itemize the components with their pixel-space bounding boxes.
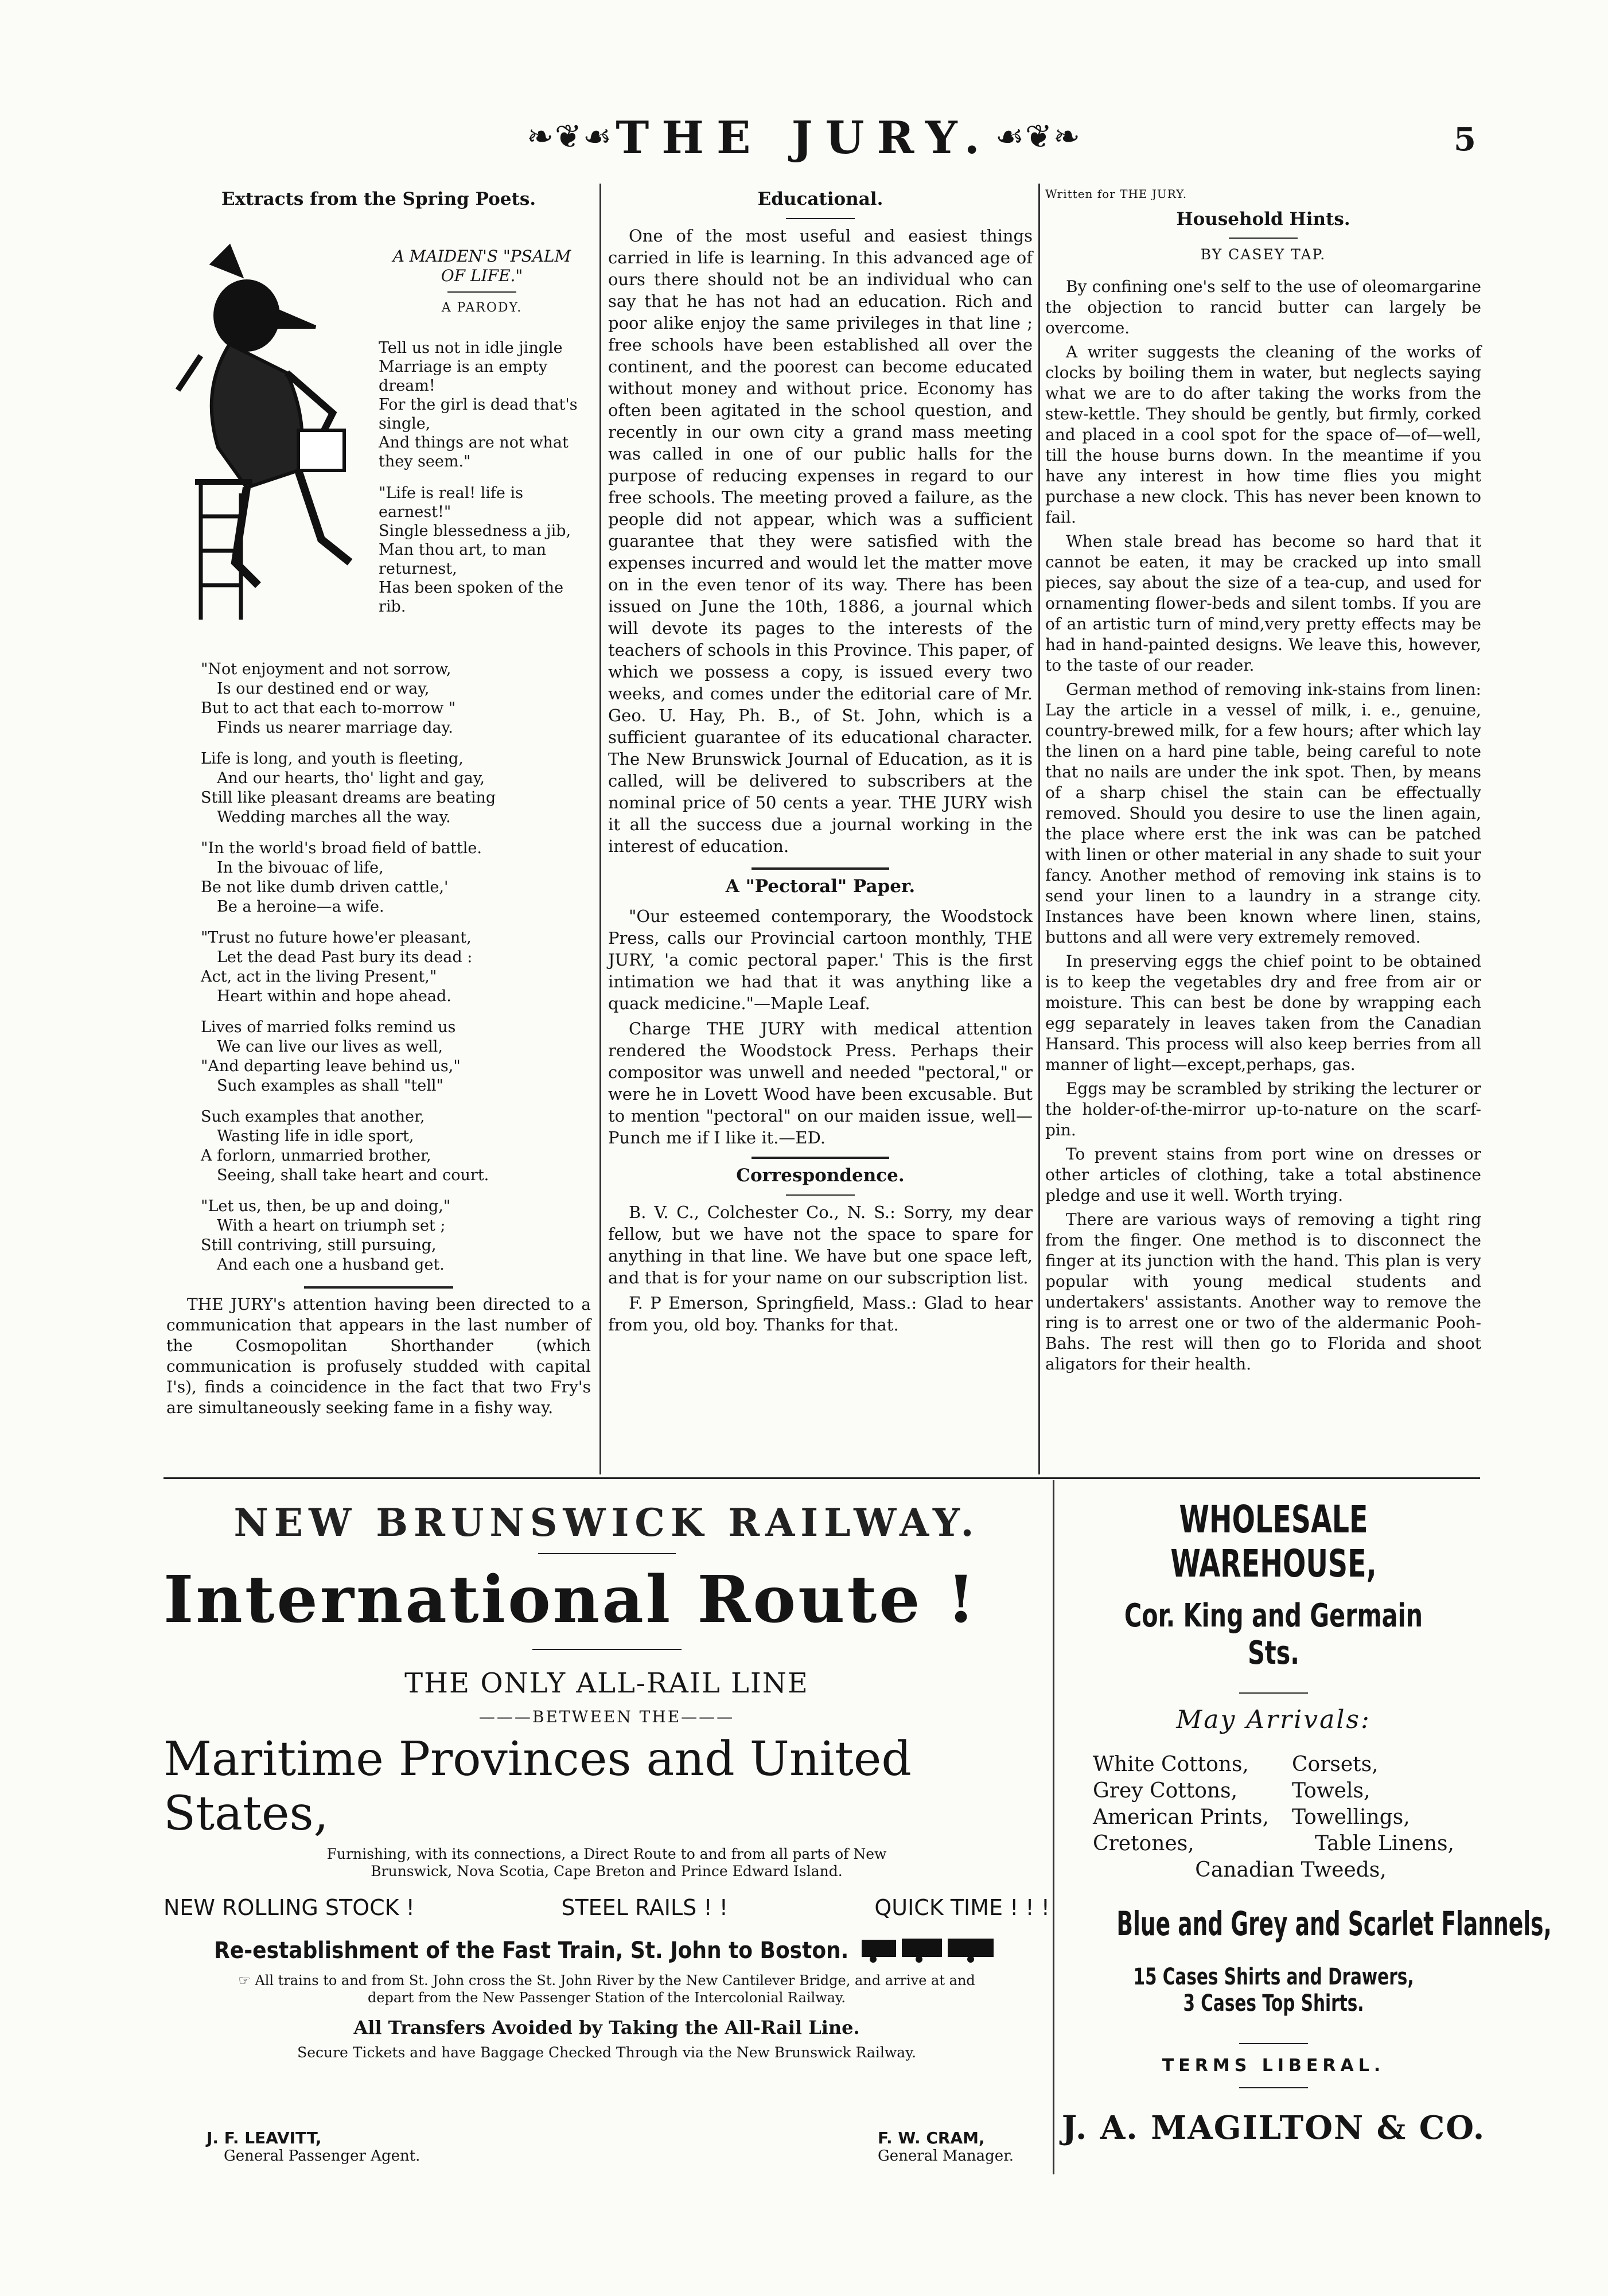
stanza <box>201 1107 591 1185</box>
arrivals-left <box>1093 1752 1269 1857</box>
section-divider <box>163 1477 1480 1479</box>
rule <box>532 1649 682 1650</box>
manager-signature <box>878 2128 1014 2165</box>
railway-advertisement <box>163 1500 1050 2061</box>
verse-line: Man thou art, to man returnest, <box>379 541 546 578</box>
hint-paragraph: Eggs may be scrambled by striking the lecturer or the holder-of-the-mirror up-to-nature on the scarf-pin. <box>1045 1079 1481 1139</box>
pointing-hand-icon: ☞ <box>238 1972 251 1988</box>
poem-stanzas <box>166 660 591 1422</box>
verse-line: Act, act in the living Present," <box>201 968 437 986</box>
verse-line: Has been spoken of the rib. <box>379 579 564 616</box>
may-arrivals: May Arrivals: <box>1176 1705 1371 1734</box>
terms-liberal: TERMS LIBERAL. <box>1162 2056 1385 2076</box>
household-hints-heading: Household Hints. <box>1176 209 1350 229</box>
railway-tickets: Secure Tickets and have Baggage Checked Through via the New Brunswick Railway. <box>297 2044 916 2061</box>
verse-line: For the girl is dead that's single, <box>379 396 578 433</box>
arrival-item: White Cottons, <box>1093 1753 1249 1776</box>
verse-line: Be not like dumb driven cattle,' <box>201 878 449 896</box>
railway-line1: THE ONLY ALL-RAIL LINE <box>404 1667 809 1699</box>
correspondence-item: F. P Emerson, Springfield, Mass.: Glad to hear from you, old boy. Thanks for that. <box>608 1293 1033 1334</box>
verse-line: Wasting life in idle sport, <box>217 1127 414 1145</box>
stanza <box>201 839 591 917</box>
verse-line: Still like pleasant dreams are beating <box>201 789 496 807</box>
railway-trains-note <box>223 1972 991 2006</box>
educational-article: One of the most useful and easiest things carried in life is learning. In this advanced age of ours there should not be an individual who can say that he has not had an education. Rich and poor alike enjoy the same privileges in that line ; free schools have been established all over the continent, and the poorest can become educated without money and without price. Economy has often been agitated in the school question, and recently in our own city a grand mass meeting was called in one of our public halls for the purpose of reducing expenses in regard to our free schools. The meeting proved a failure, as the people did not appear, which was a sufficient guarantee that they were satisfied with the expenses incurred and would let the matter move on in the even tenor of its way. There has been issued on June the 10th, 1886, a journal which will devote its pages to the interests of the teachers of schools in this Province. This paper, of which we possess a copy, is issued every two weeks, and comes under the editorial care of Mr. Geo. U. Hay, Ph. B., of St. John, which is a sufficient guarantee of its educational character. The New Brunswick Journal of Education, as it is called, will be delivered to subscribers at the nominal price of 50 cents a year. THE JURY wish it all the success due a journal working in the interest of education. <box>608 226 1033 856</box>
arrival-item: Corsets, <box>1291 1753 1379 1776</box>
agent-title: General Passenger Agent. <box>224 2147 421 2165</box>
verse-line: And things are not what they seem." <box>379 434 569 470</box>
verse-line: But to act that each to-morrow " <box>201 699 456 717</box>
verse-line: Let the dead Past bury its dead : <box>217 948 473 966</box>
column-divider <box>1038 184 1040 1474</box>
jury-note: THE JURY's attention having been directed to a communication that appears in the last number of the Cosmopolitan Shorthander (which communication is profusely studded with capital I's), finds a coincidence in the fact that two Fry's are simultaneously seeking fame in a fishy way. <box>166 1295 591 1417</box>
between-label: BETWEEN THE <box>532 1707 682 1726</box>
warehouse-address: Cor. King and Germain Sts. <box>1124 1597 1423 1672</box>
rule <box>1239 2043 1308 2044</box>
hint-paragraph: A writer suggests the cleaning of the works of clocks by boiling them in water, but neglects saying what we are to do after taking the works from the stew-kettle. They should be gently, but firmly, corked and placed in a cool spot for the space of—of—well, till the house burns down. In the meantime if you have any interest in how time flies you might purchase a new clock. This has never been known to fail. <box>1045 343 1481 527</box>
page-number: 5 <box>1454 120 1476 158</box>
stanza <box>379 338 591 616</box>
verse-line: "Not enjoyment and not sorrow, <box>201 660 451 678</box>
stanza <box>201 1018 591 1096</box>
poem-subtitle: A PARODY. <box>441 301 523 315</box>
rule <box>752 867 889 870</box>
rule <box>1239 1692 1308 1694</box>
feature-quick-time: QUICK TIME ! ! ! <box>874 1895 1050 1920</box>
correspondence-heading: Correspondence. <box>736 1165 905 1186</box>
arrival-item: Towellings, <box>1291 1805 1410 1829</box>
stanza <box>201 1197 591 1275</box>
masthead-right-ornament: ☙❦❧ <box>995 118 1081 155</box>
masthead-left-ornament: ❧❦☙ <box>527 118 613 155</box>
arrival-item: Canadian Tweeds, <box>1195 1858 1387 1882</box>
educational-heading: Educational. <box>757 189 883 209</box>
hint-paragraph: To prevent stains from port wine on dresses or other articles of clothing, take a total abstinence pledge and use it well. Worth trying. <box>1045 1145 1481 1205</box>
verse-line: Wedding marches all the way. <box>217 808 451 826</box>
railway-banner: NEW BRUNSWICK RAILWAY. <box>233 1500 980 1545</box>
arrivals-right <box>1292 1752 1454 1857</box>
verse-line: "Trust no future howe'er pleasant, <box>201 929 472 947</box>
written-for-note: Written for THE JURY. <box>1045 187 1187 201</box>
railway-between: ———BETWEEN THE——— <box>478 1707 735 1726</box>
correspondence-item: B. V. C., Colchester Co., N. S.: Sorry, my dear fellow, but we have not the space to spare for anything in that line. We have but one space left, and that is for your name on our subscription list. <box>608 1203 1033 1287</box>
verse-line: Finds us nearer marriage day. <box>217 719 453 737</box>
hint-paragraph: In preserving eggs the chief point to be obtained is to keep the vegetables dry and free from air or moisture. This can best be done by wrapping each egg separately in leaves taken from the Canadian Hansard. This process will also keep berries from all manner of light—except,perhaps, gas. <box>1045 952 1481 1074</box>
byline: BY CASEY TAP. <box>1200 246 1326 263</box>
rule <box>1239 2087 1308 2088</box>
rule <box>786 1194 855 1196</box>
verse-line: Is our destined end or way, <box>217 680 430 698</box>
warehouse-flannels: Blue and Grey and Scarlet Flannels, <box>1116 1904 1552 1943</box>
verse-line: Single blessedness a jib, <box>379 522 571 540</box>
verse-line: In the bivouac of life, <box>217 859 384 877</box>
pectoral-heading: A "Pectoral" Paper. <box>725 876 916 897</box>
masthead <box>0 112 1608 175</box>
verse-line: Heart within and hope ahead. <box>217 987 451 1005</box>
railway-fast-train <box>163 1935 1050 1964</box>
arrival-item: Cretones, <box>1093 1832 1194 1855</box>
page-title: THE JURY. <box>616 112 992 164</box>
verse-line: "Life is real! life is earnest!" <box>379 484 523 521</box>
verse-line: Such examples as shall "tell" <box>217 1077 443 1095</box>
railway-headline: International Route ! <box>163 1562 978 1637</box>
stanza <box>201 660 591 738</box>
poem-header <box>379 247 585 318</box>
warehouse-title: WHOLESALE WAREHOUSE, <box>1170 1497 1377 1586</box>
column-spring-poets <box>166 184 591 218</box>
manager-name: F. W. CRAM, <box>878 2128 985 2147</box>
feature-rolling-stock: NEW ROLLING STOCK ! <box>163 1895 415 1920</box>
column-household-hints <box>1045 184 1481 1378</box>
stanza <box>201 928 591 1006</box>
warehouse-top-shirts: 3 Cases Top Shirts. <box>1183 1990 1364 2017</box>
ad-divider <box>1053 1480 1054 2174</box>
rule <box>752 1157 889 1159</box>
agent-signature <box>207 2128 420 2165</box>
pectoral-reply: Charge THE JURY with medical attention rendered the Woodstock Press. Perhaps their compositor was unwell and needed "pectoral," or were he in Lovett Wood have been excusable. But to mention "pectoral" on our maiden issue, well— Punch me if I like it.—ED. <box>608 1019 1033 1147</box>
verse-line: And our hearts, tho' light and gay, <box>217 769 485 787</box>
poem-title: A MAIDEN'S "PSALM OF LIFE." <box>392 247 571 285</box>
fast-train-label: Re-establishment of the Fast Train, St. John to Boston. <box>214 1937 849 1964</box>
column-educational <box>608 184 1033 1339</box>
hint-paragraph: German method of removing ink-stains from linen: Lay the article in a vessel of milk, i. e., genuine, country-brewed milk, for a few hours; after which lay the linen on a hard pine table, being careful to note that no nails are under the ink spot. Then, by means of a sharp chisel the stain can be effectually removed. Should you desire to use the linen again, the place where erst the ink was can be patched with linen or other material in any shade to suit your fancy. Another method of removing ink stains is to send your linen to a laundry in a strange city. Instances have been known where linen, stains, buttons and all were very extremely removed. <box>1045 680 1481 947</box>
verse-line: Lives of married folks remind us <box>201 1018 456 1036</box>
column-divider <box>599 184 601 1474</box>
rule <box>447 291 516 293</box>
rule <box>1229 238 1298 239</box>
arrival-item: Towels, <box>1291 1779 1371 1803</box>
warehouse-advertisement <box>1056 1497 1552 2147</box>
spring-poets-heading: Extracts from the Spring Poets. <box>221 189 536 209</box>
railway-features <box>163 1895 1050 1920</box>
warehouse-shirts: 15 Cases Shirts and Drawers, <box>1133 1964 1414 1990</box>
verse-line: "Let us, then, be up and doing," <box>201 1197 451 1215</box>
stanza <box>201 749 591 827</box>
railway-furnishing: Furnishing, with its connections, a Direct Route to and from all parts of New Brunswick, Nova Scotia, Cape Breton and Prince Edward Island. <box>326 1846 887 1879</box>
arrivals-list <box>1056 1752 1492 1857</box>
verse-line: Tell us not in idle jingle <box>379 339 563 357</box>
verse-line: Marriage is an empty dream! <box>379 358 548 395</box>
trains-note-text: All trains to and from St. John cross the St. John River by the New Cantilever Bridge, and arrive at and depart from the New Passenger Station of the Intercolonial Railway. <box>255 1972 975 2006</box>
verse-line: With a heart on triumph set ; <box>217 1217 446 1235</box>
hint-paragraph: By confining one's self to the use of oleomargarine the objection to rancid butter can largely be overcome. <box>1045 277 1481 337</box>
verse-line: Such examples that another, <box>201 1108 425 1126</box>
feature-steel-rails: STEEL RAILS ! ! <box>561 1895 728 1920</box>
manager-title: General Manager. <box>878 2147 1014 2165</box>
rule <box>538 1553 676 1554</box>
hint-paragraph: There are various ways of removing a tight ring from the finger. One method is to disconnect the finger at its junction with the hand. This plan is very popular with young medical students and undertakers' assistants. Another way to remove the ring is to arrest one or two of the aldermanic Pooh-Bahs. The rest will then go to Florida and shoot aligators for their health. <box>1045 1210 1481 1373</box>
railway-transfers: All Transfers Avoided by Taking the All-Rail Line. <box>353 2017 860 2038</box>
verse-line: "In the world's broad field of battle. <box>201 839 482 857</box>
verse-line: We can live our lives as well, <box>217 1038 443 1056</box>
verse-line: Be a heroine—a wife. <box>217 898 384 916</box>
hint-paragraph: When stale bread has become so hard that it cannot be eaten, it may be cracked up into small pieces, say about the size of a tea-cup, and used for ornamenting flower-beds and silent tombs. If you are of an artistic turn of mind,very pretty effects may be had in hand-painted designs. We leave this, however, to the taste of our reader. <box>1045 532 1481 675</box>
pectoral-quote: "Our esteemed contemporary, the Woodstock Press, calls our Provincial cartoon monthly, THE JURY, 'a comic pectoral paper.' This is the first intimation we had that it was anything like a quack medicine."—Maple Leaf. <box>608 906 1033 1013</box>
rule <box>786 218 855 219</box>
warehouse-company: J. A. MAGILTON & CO. <box>1061 2109 1486 2147</box>
arrival-item: Grey Cottons, <box>1093 1779 1238 1803</box>
verse-line: A forlorn, unmarried brother, <box>201 1147 431 1165</box>
verse-line: Still contriving, still pursuing, <box>201 1236 437 1254</box>
poet-cartoon-illustration <box>166 241 379 631</box>
verse-line: And each one a husband get. <box>217 1256 445 1274</box>
verse-line: "And departing leave behind us," <box>201 1057 461 1075</box>
agent-name: J. F. LEAVITT, <box>207 2128 322 2147</box>
verse-line: Life is long, and youth is fleeting, <box>201 750 464 768</box>
train-icon <box>856 1935 999 1963</box>
verse-line: Seeing, shall take heart and court. <box>217 1166 489 1184</box>
rule <box>304 1286 453 1289</box>
railway-route: Maritime Provinces and United States, <box>163 1732 912 1841</box>
arrival-item: Table Linens, <box>1314 1832 1454 1855</box>
arrival-item: American Prints, <box>1093 1805 1269 1829</box>
